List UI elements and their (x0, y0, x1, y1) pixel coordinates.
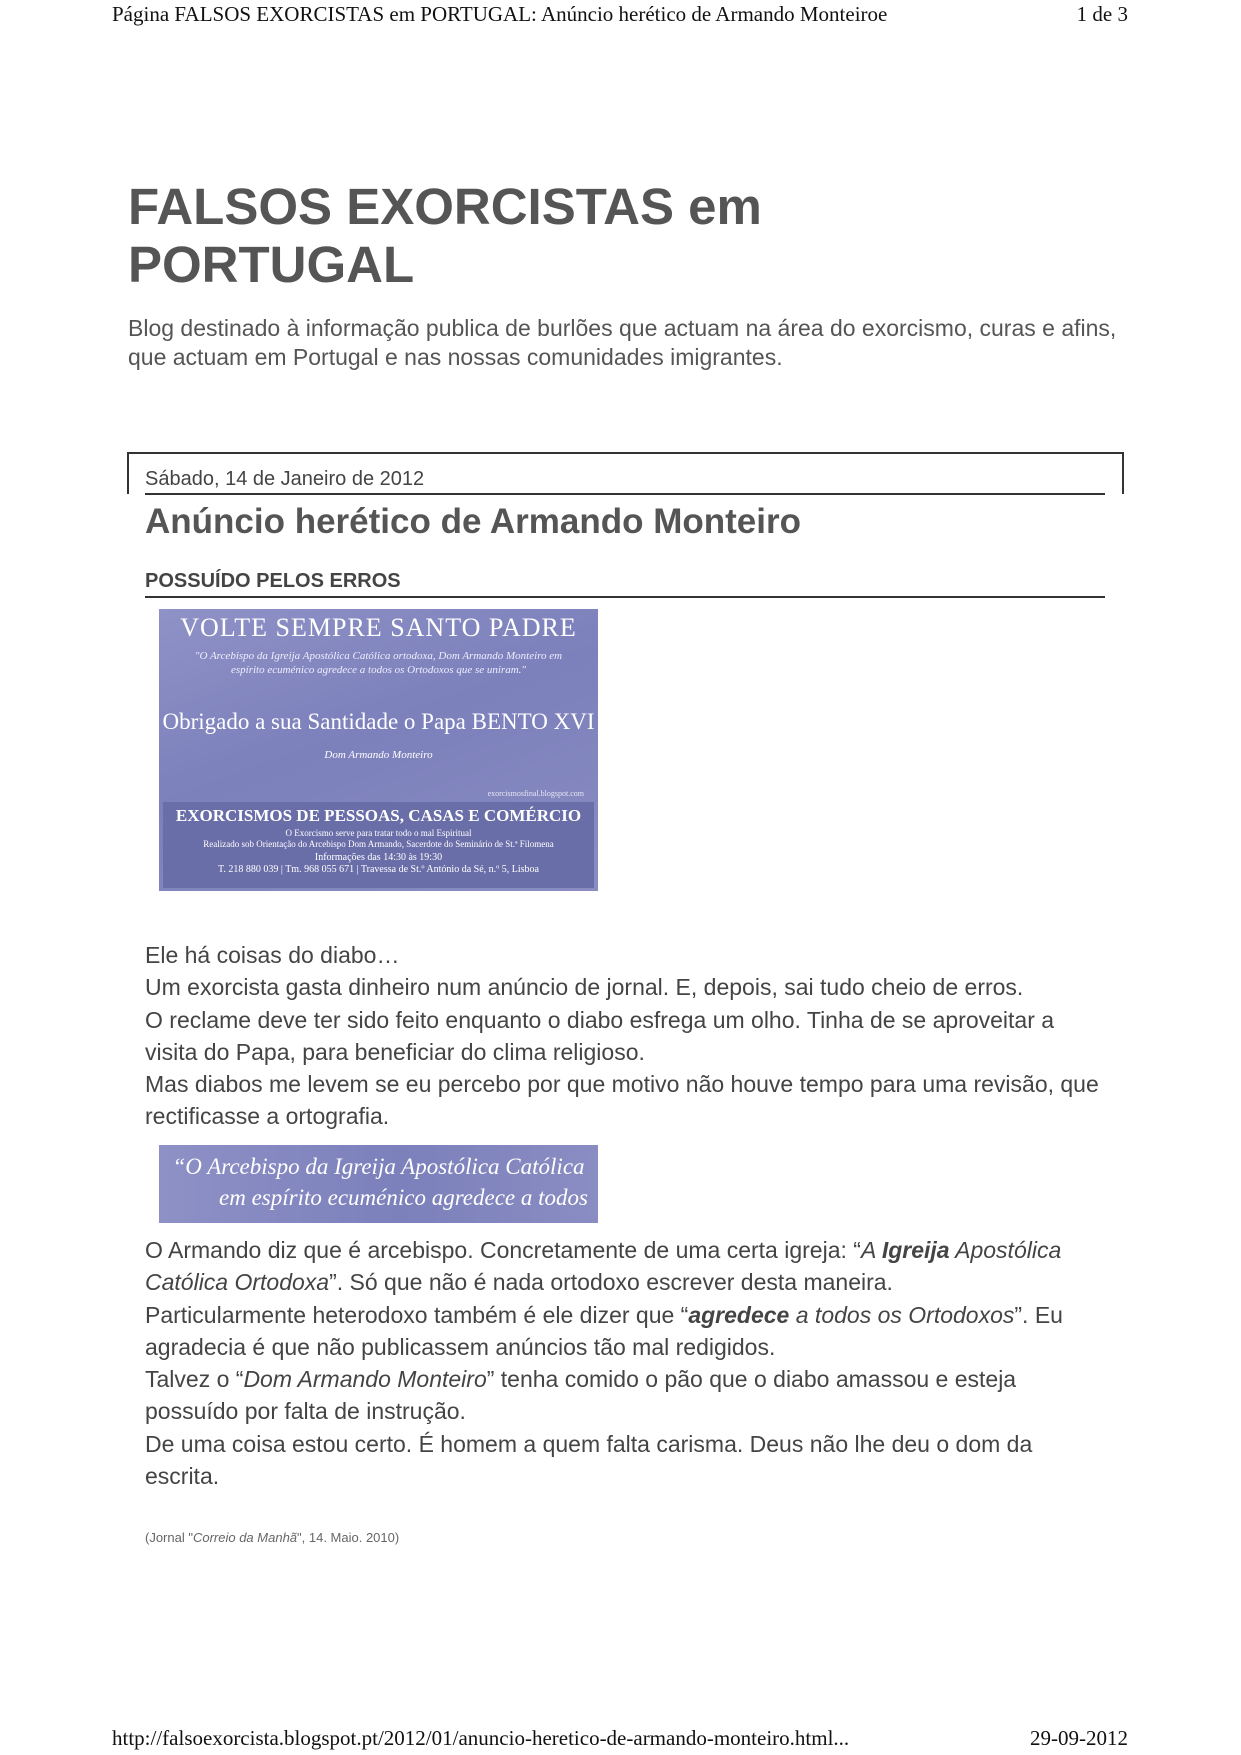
paragraph-line (145, 1363, 1105, 1428)
blog-description: Blog destinado à informação publica de burlões que actuam na área do exorcismo, curas e afins, que actuam em Portugal e nas nossas comunidades imigrantes. (128, 315, 1117, 370)
emphasis: Dom Armando Monteiro (243, 1366, 487, 1393)
crop-text-line1: “O Arcebispo da Igreija Apostólica Católica (172, 1154, 585, 1179)
post-title[interactable]: Anúncio herético de Armando Monteiro (145, 502, 801, 541)
newspaper-ad-image[interactable] (159, 609, 598, 891)
ad-url: exorcismosfinal.blogspot.com (487, 789, 584, 798)
emphasis (688, 1302, 1014, 1328)
text-run: a todos os Ortodoxos (789, 1301, 1015, 1328)
ad-small-text-2: Realizado sob Orientação do Arcebispo Dom Armando, Sacerdote do Seminário de St.ª Filomena (203, 839, 554, 849)
paragraph-line (145, 1234, 1105, 1299)
post-paragraph-1 (145, 939, 1105, 1133)
ad-signature: Dom Armando Monteiro (324, 749, 433, 761)
ad-small-text-1: O Exorcismo serve para tratar todo o mal Espiritual (285, 828, 472, 838)
text-run: ", 14. Maio. 2010) (297, 1530, 400, 1545)
ad-small-text-3: Informações das 14:30 às 19:30 (314, 852, 443, 863)
print-footer (112, 1726, 1128, 1751)
print-page-title: Página FALSOS EXORCISTAS em PORTUGAL: Anúncio herético de Armando Monteiroe (112, 2, 888, 26)
source-citation (145, 1530, 399, 1545)
paragraph-line: Mas diabos me levem se eu percebo por que motivo não houve tempo para uma revisão, que rectificasse a ortografia. (145, 1071, 1099, 1130)
newspaper-name: Correio da Manhã (192, 1530, 298, 1545)
text-run: Particularmente heterodoxo também é ele dizer que “ (145, 1301, 689, 1328)
blog-title-line1[interactable]: FALSOS EXORCISTAS em (128, 178, 762, 235)
paragraph-line: Ele há coisas do diabo… (145, 942, 400, 968)
text-run: ” tenha comido o pão que o diabo amassou e esteja possuído por falta de instrução. (145, 1366, 1017, 1425)
text-run: Talvez o “ (145, 1366, 244, 1393)
ad-detail-crop-image[interactable] (159, 1145, 598, 1223)
paragraph-line: Um exorcista gasta dinheiro num anúncio de jornal. E, depois, sai tudo cheio de erros. (145, 974, 1024, 1001)
crop-text-line2: em espírito ecuménico agredece a todos (219, 1185, 588, 1210)
paragraph-line: De uma coisa estou certo. É homem a quem falta carisma. Deus não lhe deu o dom da escrita. (145, 1430, 1033, 1490)
print-page-count: 1 de 3 (1076, 2, 1128, 26)
ad-headline: VOLTE SEMPRE SANTO PADRE (180, 613, 577, 642)
post-date: Sábado, 14 de Janeiro de 2012 (145, 468, 1105, 495)
text-run: O Armando diz que é arcebispo. Concretamente de uma certa igreja: “ (145, 1237, 861, 1263)
ad-contacts: T. 218 880 039 | Tm. 968 055 671 | Travessa de St.º António da Sé, n.º 5, Lisboa (218, 864, 539, 875)
text-run: A (860, 1237, 882, 1263)
blog-title-line2[interactable]: PORTUGAL (128, 236, 415, 293)
print-header (112, 2, 1128, 27)
post-subtitle: POSSUÍDO PELOS ERROS (145, 570, 1105, 598)
text-run: ”. Só que não é nada ortodoxo escrever desta maneira. (329, 1269, 893, 1296)
print-date: 29-09-2012 (1030, 1726, 1128, 1750)
blog-title[interactable] (128, 178, 1028, 294)
print-url: http://falsoexorcista.blogspot.pt/2012/01/anuncio-heretico-de-armando-monteiro.html... (112, 1726, 850, 1750)
ad-services-band (163, 802, 594, 888)
strong-emphasis: agredece (688, 1301, 790, 1328)
text-run: (Jornal " (145, 1530, 193, 1545)
ad-services: EXORCISMOS DE PESSOAS, CASAS E COMÉRCIO (175, 806, 582, 825)
strong-emphasis: Igreija (881, 1237, 950, 1263)
ad-thanks: Obrigado a sua Santidade o Papa BENTO XVI (162, 709, 595, 734)
text-run: Apostólica Católica Ortodoxa (145, 1237, 1062, 1296)
post-paragraph-2 (145, 1234, 1105, 1492)
paragraph-line (145, 1299, 1105, 1364)
text-run: ”. Eu agradecia é que não publicassem anúncios tão mal redigidos. (145, 1301, 1063, 1360)
ad-quote: "O Arcebispo da Igreija Apostólica Católica ortodoxa, Dom Armando Monteiro em espírito ecuménico agredece a todos os Ortodoxos que se uniram." (194, 650, 563, 676)
paragraph-line: O reclame deve ter sido feito enquanto o diabo esfrega um olho. Tinha de se aproveitar a visita do Papa, para beneficiar do clima religioso. (145, 1006, 1055, 1065)
